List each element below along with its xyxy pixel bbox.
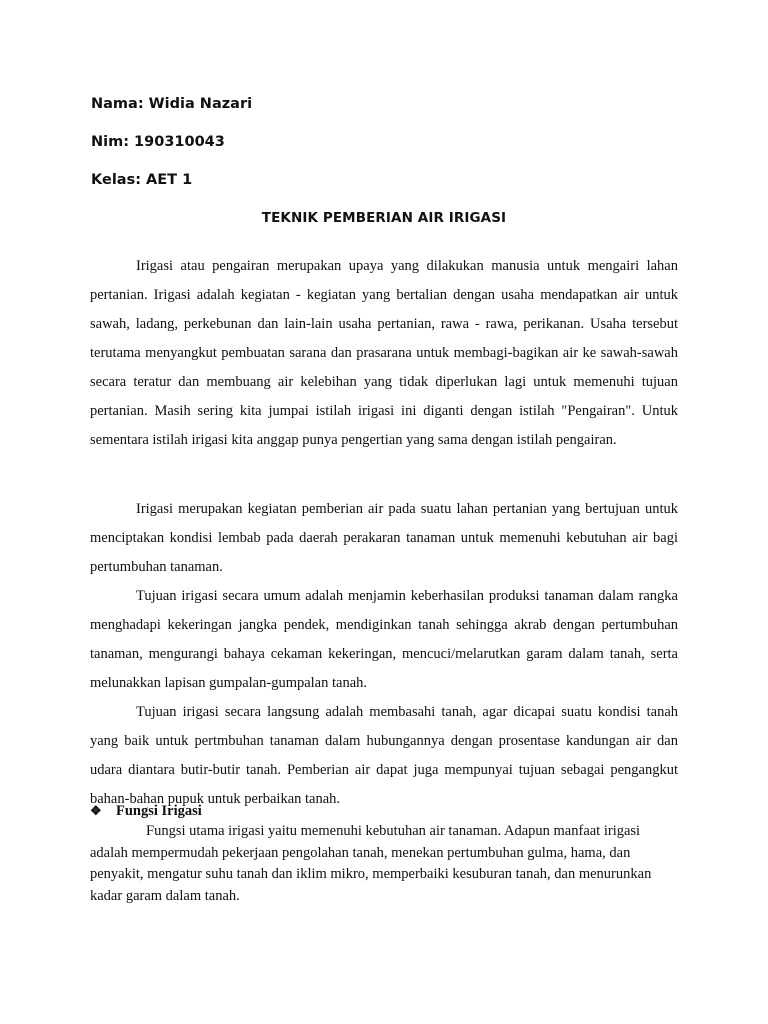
document-title: TEKNIK PEMBERIAN AIR IRIGASI xyxy=(261,210,507,226)
student-class: Kelas: AET 1 xyxy=(91,172,193,188)
section-heading xyxy=(90,803,202,820)
paragraph-group xyxy=(90,495,678,814)
diamond-bullet-icon: ❖ xyxy=(90,803,102,818)
student-name: Nama: Widia Nazari xyxy=(91,96,253,112)
section-heading-label: Fungsi Irigasi xyxy=(116,803,202,819)
student-nim: Nim: 190310043 xyxy=(91,134,225,150)
paragraph-general-purpose: Tujuan irigasi secara umum adalah menjamin keberhasilan produksi tanaman dalam rangka menghadapi kekeringan jangka pendek, mendiginkan tanah sehingga akrab dengan pertumbuhan tanaman, mengurangi bahaya cekaman kekeringan, mencuci/melarutkan garam dalam tanah, serta melunakkan lapisan gumpalan-gumpalan tanah. xyxy=(90,588,678,691)
paragraph-direct-purpose: Tujuan irigasi secara langsung adalah membasahi tanah, agar dicapai suatu kondisi tanah yang baik untuk pertmbuhan tanaman dalam hubungannya dengan prosentase kandungan air dan udara diantara butir-butir tanah. Pemberian air dapat juga mempunyai tujuan sebagai pengangkut bahan-bahan pupuk untuk perbaikan tanah. xyxy=(90,704,678,807)
paragraph-definition: Irigasi merupakan kegiatan pemberian air pada suatu lahan pertanian yang bertujuan untuk menciptakan kondisi lembab pada daerah perakaran tanaman untuk memenuhi kebutuhan air bagi pertumbuhan tanaman. xyxy=(90,501,678,575)
paragraph-intro: Irigasi atau pengairan merupakan upaya yang dilakukan manusia untuk mengairi lahan pertanian. Irigasi adalah kegiatan - kegiatan yang bertalian dengan usaha mendapatkan air untuk sawah, ladang, perkebunan dan lain-lain usaha pertanian, rawa - rawa, perikanan. Usaha tersebut terutama menyangkut pembuatan sarana dan prasarana untuk membagi-bagikan air ke sawah-sawah secara teratur dan membuang air kelebihan yang tidak diperlukan lagi untuk memenuhi tujuan pertanian. Masih sering kita jumpai istilah irigasi ini diganti dengan istilah "Pengairan". Untuk sementara istilah irigasi kita anggap punya pengertian yang sama dengan istilah pengairan. xyxy=(90,258,678,448)
paragraph-function: Fungsi utama irigasi yaitu memenuhi kebutuhan air tanaman. Adapun manfaat irigasi adalah mempermudah pekerjaan pengolahan tanah, menekan pertumbuhan gulma, hama, dan penyakit, mengatur suhu tanah dan iklim mikro, memperbaiki kesuburan tanah, dan menurunkan kadar garam dalam tanah. xyxy=(90,823,652,904)
